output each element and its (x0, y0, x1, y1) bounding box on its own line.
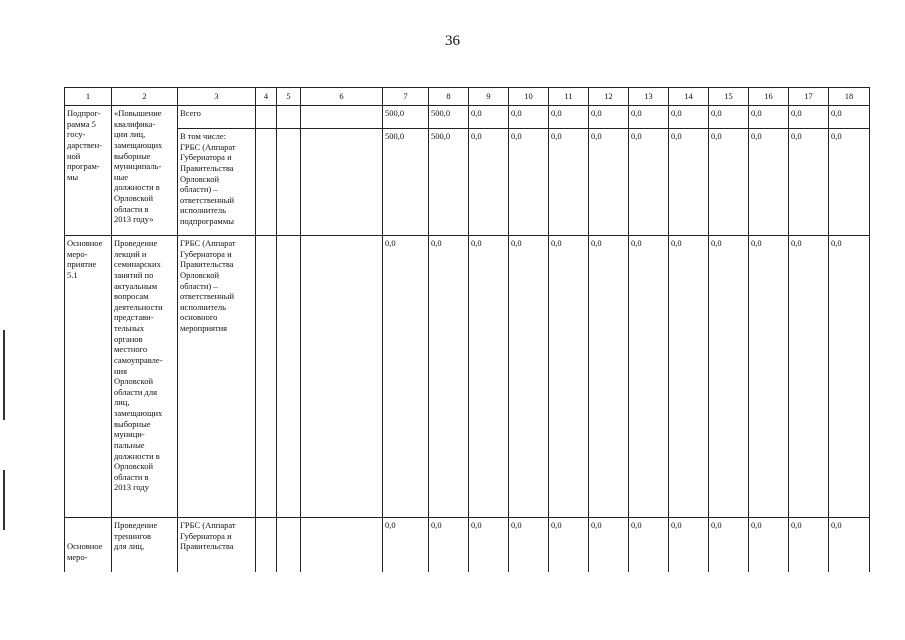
value-cell: 0,0 (709, 518, 749, 578)
value-cell (301, 518, 383, 578)
executor-cell: В том числе: ГРБС (Аппарат Губернатора и Правительства Орловской области) – ответственный исполнитель подпрограммы (178, 129, 256, 236)
value-cell (277, 518, 301, 578)
value-cell: 0,0 (749, 236, 789, 518)
executor-cell: ГРБС (Аппарат Губернатора и Правительства (178, 518, 256, 578)
header-cell: 17 (789, 88, 829, 106)
value-cell: 500,0 (429, 129, 469, 236)
value-cell: 0,0 (589, 106, 629, 129)
value-cell: 0,0 (669, 106, 709, 129)
header-cell: 4 (256, 88, 277, 106)
program-label: Подпрог- рамма 5 госу- дарствен- ной програм- мы (65, 106, 112, 236)
header-cell: 3 (178, 88, 256, 106)
value-cell: 0,0 (669, 129, 709, 236)
value-cell: 0,0 (749, 129, 789, 236)
value-cell: 500,0 (383, 106, 429, 129)
executor-cell: Всего (178, 106, 256, 129)
value-cell: 0,0 (469, 106, 509, 129)
value-cell (301, 129, 383, 236)
value-cell: 0,0 (629, 129, 669, 236)
value-cell: 500,0 (383, 129, 429, 236)
value-cell: 0,0 (789, 236, 829, 518)
value-cell (277, 129, 301, 236)
value-cell: 0,0 (383, 236, 429, 518)
value-cell: 0,0 (629, 518, 669, 578)
value-cell: 0,0 (509, 129, 549, 236)
scan-edge-mark (3, 470, 5, 530)
value-cell: 0,0 (709, 129, 749, 236)
header-cell: 14 (669, 88, 709, 106)
value-cell: 0,0 (469, 518, 509, 578)
header-cell: 18 (829, 88, 870, 106)
header-cell: 15 (709, 88, 749, 106)
page-cut-off (0, 572, 905, 640)
value-cell: 0,0 (383, 518, 429, 578)
value-cell: 0,0 (709, 106, 749, 129)
budget-table (64, 87, 870, 578)
value-cell (301, 106, 383, 129)
value-cell: 0,0 (429, 236, 469, 518)
activity-title: Проведение тренингов для лиц, (112, 518, 178, 578)
header-cell: 12 (589, 88, 629, 106)
activity-label: Основное меро- (65, 518, 112, 578)
value-cell: 0,0 (589, 518, 629, 578)
table-row (65, 129, 870, 236)
value-cell: 0,0 (429, 518, 469, 578)
value-cell: 0,0 (669, 236, 709, 518)
value-cell: 0,0 (509, 518, 549, 578)
value-cell: 0,0 (749, 106, 789, 129)
value-cell: 0,0 (749, 518, 789, 578)
header-cell: 16 (749, 88, 789, 106)
header-cell: 8 (429, 88, 469, 106)
value-cell: 0,0 (789, 518, 829, 578)
value-cell: 0,0 (469, 129, 509, 236)
value-cell: 0,0 (669, 518, 709, 578)
value-cell: 0,0 (709, 236, 749, 518)
header-cell: 10 (509, 88, 549, 106)
value-cell (277, 106, 301, 129)
page-number: 36 (445, 33, 460, 49)
header-cell: 6 (301, 88, 383, 106)
activity-title: Проведение лекций и семинарских занятий по актуальным вопросам деятельности представи- тельных органов местного самоуправле- ния Орловской области для лиц, замещающих выборные муници- пальные должности в Орловской области в 2013 году (112, 236, 178, 518)
value-cell: 0,0 (469, 236, 509, 518)
value-cell (256, 518, 277, 578)
table-row (65, 236, 870, 518)
value-cell: 0,0 (509, 106, 549, 129)
header-cell: 9 (469, 88, 509, 106)
value-cell: 0,0 (589, 236, 629, 518)
value-cell: 0,0 (829, 236, 870, 518)
header-cell: 1 (65, 88, 112, 106)
value-cell: 0,0 (549, 518, 589, 578)
value-cell (256, 236, 277, 518)
table-row (65, 106, 870, 129)
scan-edge-mark (3, 330, 5, 420)
value-cell: 0,0 (629, 106, 669, 129)
value-cell: 0,0 (589, 129, 629, 236)
value-cell: 0,0 (629, 236, 669, 518)
header-cell: 11 (549, 88, 589, 106)
value-cell (256, 106, 277, 129)
value-cell (277, 236, 301, 518)
header-cell: 2 (112, 88, 178, 106)
value-cell: 0,0 (549, 236, 589, 518)
program-title: «Повышение квалифика- ции лиц, замещающих выборные муниципаль- ные должности в Орловской области в 2013 году» (112, 106, 178, 236)
value-cell (301, 236, 383, 518)
activity-label: Основное меро- приятие 5.1 (65, 236, 112, 518)
header-cell: 13 (629, 88, 669, 106)
value-cell: 0,0 (789, 106, 829, 129)
value-cell: 0,0 (789, 129, 829, 236)
value-cell: 0,0 (829, 518, 870, 578)
value-cell: 0,0 (549, 106, 589, 129)
value-cell (256, 129, 277, 236)
value-cell: 0,0 (549, 129, 589, 236)
value-cell: 0,0 (509, 236, 549, 518)
header-row (65, 88, 870, 106)
header-cell: 7 (383, 88, 429, 106)
value-cell: 500,0 (429, 106, 469, 129)
header-cell: 5 (277, 88, 301, 106)
executor-cell: ГРБС (Аппарат Губернатора и Правительства Орловской области) – ответственный исполнитель основного мероприятия (178, 236, 256, 518)
value-cell: 0,0 (829, 129, 870, 236)
table-row (65, 518, 870, 578)
value-cell: 0,0 (829, 106, 870, 129)
